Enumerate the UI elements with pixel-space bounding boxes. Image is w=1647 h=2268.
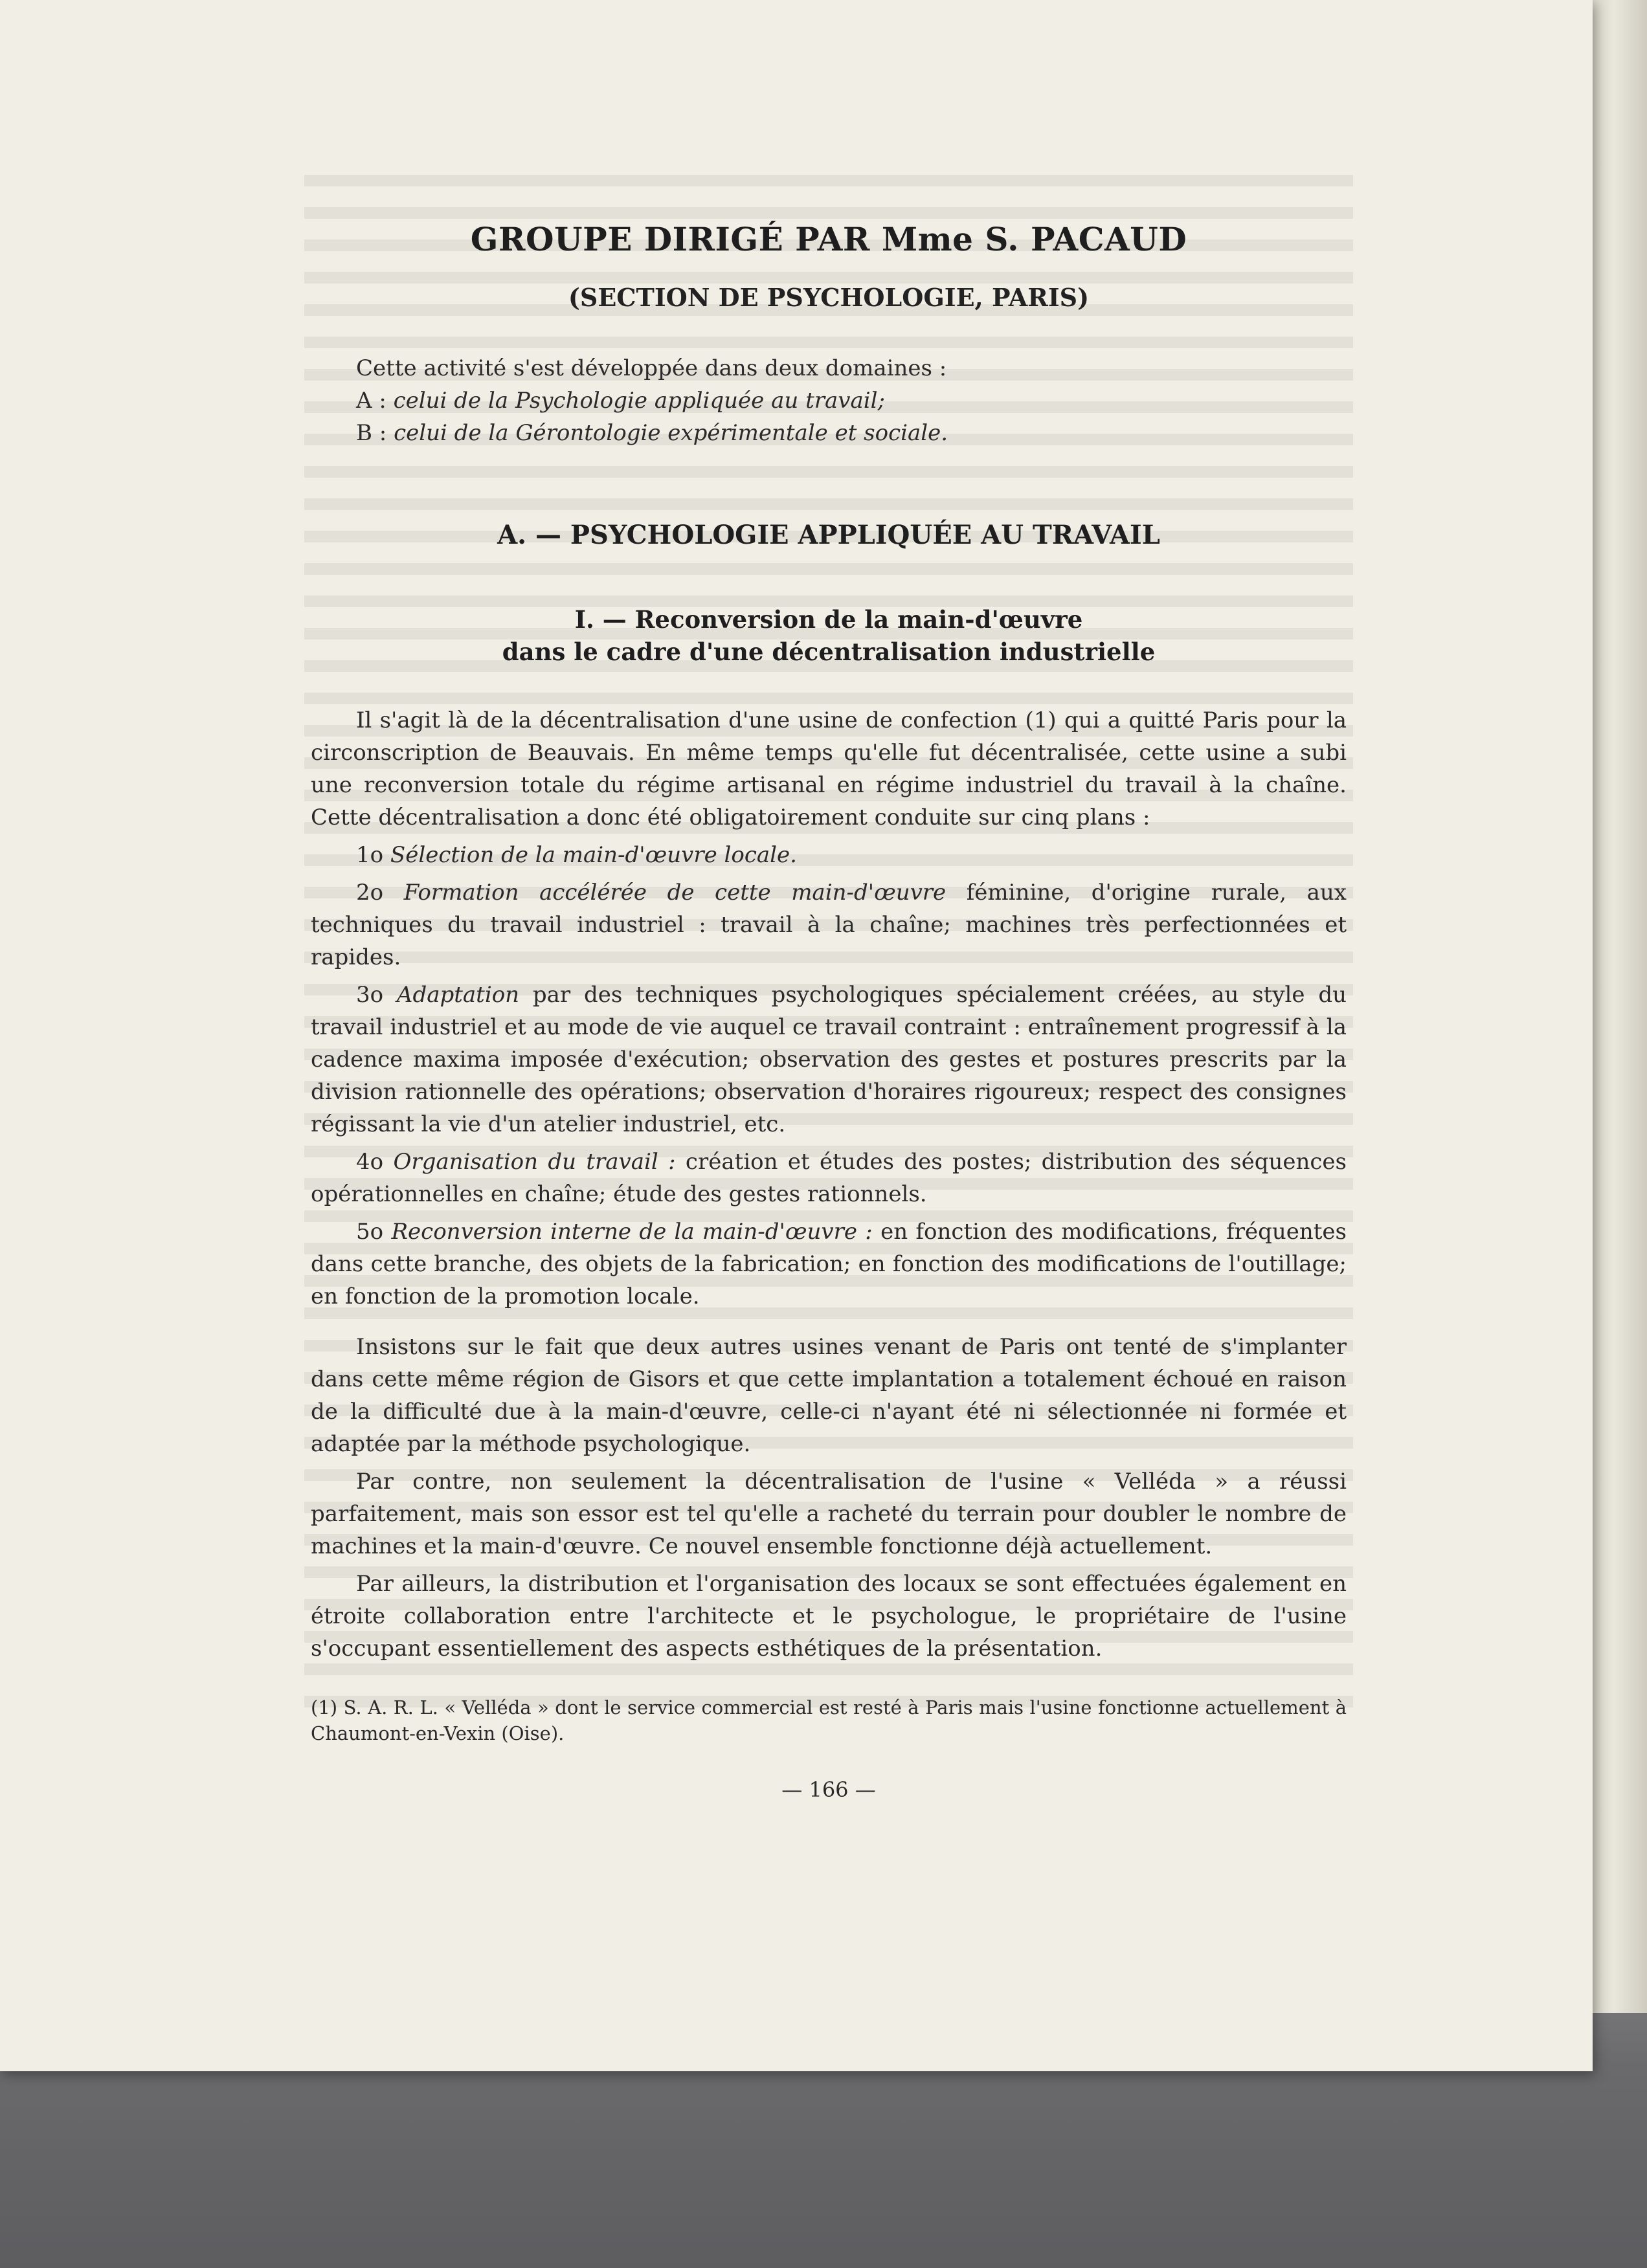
page-number: — 166 — — [781, 1777, 876, 1802]
page-title: GROUPE DIRIGÉ PAR Mme S. PACAUD — [470, 220, 1187, 258]
list-item-title: Formation accélérée de cette main-d'œuvre — [403, 880, 947, 906]
paragraph-2: Insistons sur le fait que deux autres usines venant de Paris ont tenté de s'implanter dans cette même région de Gisors et que cette implantation a totalement échoué en raison de la difficulté due à la main-d'œuvre, celle-ci n'ayant été ni sélectionnée ni formée et adaptée par la méthode psychologique. — [311, 1334, 1347, 1457]
list-item-title: Adaptation — [396, 982, 520, 1008]
list-item-text: par des techniques psychologiques spécialement créées, au style du travail industriel et au mode de vie auquel ce travail contraint : entraînement progressif à la cadence maxima imposée d'exécution; observation des gestes et postures prescrits par la division rationnelle des opérations; observation d'horaires rigoureux; respect des consignes régissant la vie d'un atelier industriel, etc. — [311, 982, 1347, 1137]
domain-b — [356, 417, 1347, 449]
subsection-heading-line-1: I. — Reconversion de la main-d'œuvre — [574, 605, 1083, 634]
section-heading: A. — PSYCHOLOGIE APPLIQUÉE AU TRAVAIL — [497, 520, 1160, 550]
list-item-1 — [311, 839, 1347, 871]
paragraph-1: Il s'agit là de la décentralisation d'une usine de confection (1) qui a quitté Paris pour la circonscription de Beauvais. En même temps qu'elle fut décentralisée, cette usine a subi une reconversion totale du régime artisanal en régime industriel du travail à la chaîne. Cette décentralisation a donc été obligatoirement conduite sur cinq plans : — [311, 707, 1347, 830]
subsection-heading-line-2: dans le cadre d'une décentralisation industrielle — [502, 638, 1156, 666]
domain-a-text: celui de la Psychologie appliquée au travail; — [393, 388, 885, 414]
page-subtitle: (SECTION DE PSYCHOLOGIE, PARIS) — [568, 283, 1090, 312]
list-item-number: 2o — [356, 880, 404, 906]
list-item-4 — [311, 1146, 1347, 1210]
subsection-heading — [311, 603, 1347, 668]
list-item-3 — [311, 979, 1347, 1140]
list-item-5 — [311, 1216, 1347, 1313]
domain-a — [356, 384, 1347, 417]
intro-block — [356, 352, 1347, 449]
paragraph-4: Par ailleurs, la distribution et l'organisation des locaux se sont effectuées également en étroite collaboration entre l'architecte et le psychologue, le propriétaire de l'usine s'occupant essentiellement des aspects esthétiques de la présentation. — [311, 1571, 1347, 1662]
intro-line: Cette activité s'est développée dans deux domaines : — [356, 355, 947, 381]
page-content — [311, 220, 1347, 1806]
list-item-text: féminine, d'origine rurale, aux techniques du travail industriel : travail à la chaîne; machines très perfectionnées et rapides. — [311, 880, 1347, 970]
list-item-number: 5o — [356, 1219, 392, 1245]
domain-a-label: A : — [356, 388, 394, 414]
list-item-number: 3o — [356, 982, 397, 1008]
paragraph-3: Par contre, non seulement la décentralisation de l'usine « Velléda » a réussi parfaitement, mais son essor est tel qu'elle a racheté du terrain pour doubler le nombre de machines et la main-d'œuvre. Ce nouvel ensemble fonctionne déjà actuellement. — [311, 1469, 1347, 1559]
page-edge — [1593, 0, 1647, 2013]
domain-b-text: celui de la Gérontologie expérimentale et sociale. — [394, 420, 948, 446]
list-item-2 — [311, 876, 1347, 973]
list-item-number: 4o — [356, 1149, 394, 1175]
list-item-text: en fonction des modifications, fréquentes dans cette branche, des objets de la fabrication; en fonction des modifications de l'outillage; en fonction de la promotion locale. — [311, 1219, 1347, 1309]
footnote: (1) S. A. R. L. « Velléda » dont le service commercial est resté à Paris mais l'usine fonctionne actuellement à Chaumont-en-Vexin (Oise). — [311, 1696, 1347, 1744]
list-item-title: Organisation du travail : — [393, 1149, 676, 1175]
list-item-title: Sélection de la main-d'œuvre locale. — [390, 842, 797, 868]
list-item-text: création et études des postes; distribution des séquences opérationnelles en chaîne; étude des gestes rationnels. — [311, 1149, 1347, 1207]
list-item-number: 1o — [356, 842, 390, 868]
domain-b-label: B : — [356, 420, 394, 446]
list-item-title: Reconversion interne de la main-d'œuvre : — [391, 1219, 873, 1245]
